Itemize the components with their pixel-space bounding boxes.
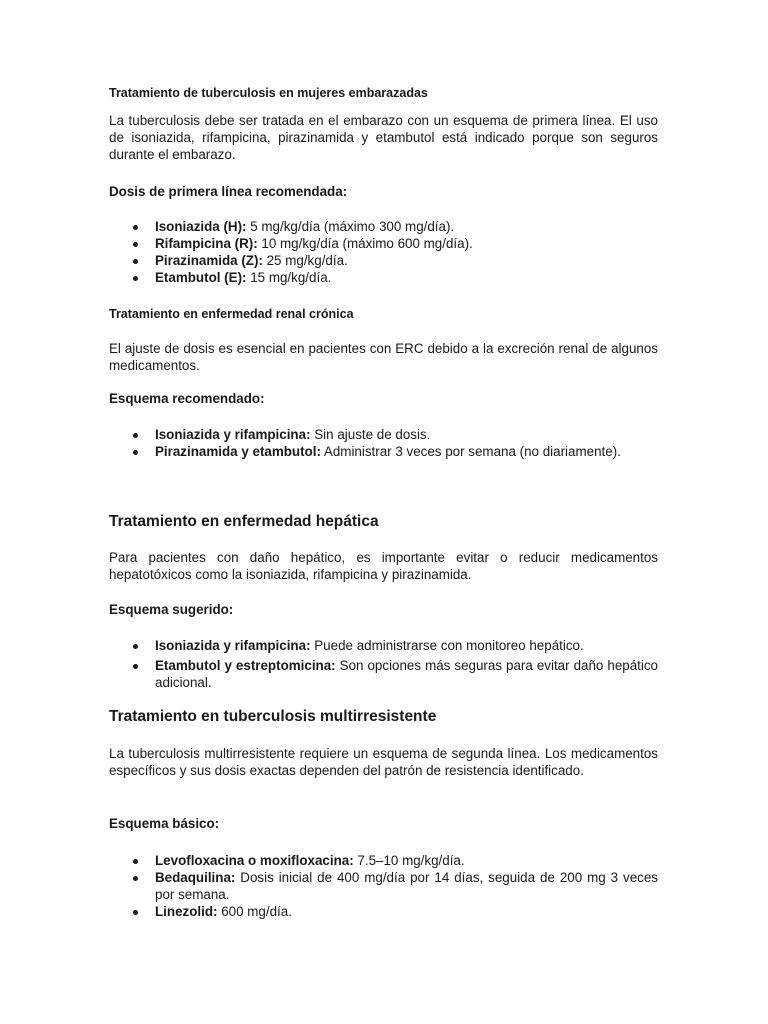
list-item: Rifampicina (R): 10 mg/kg/día (máximo 600 mg/día). xyxy=(109,235,658,252)
list-item: Isoniazida y rifampicina: Puede administrarse con monitoreo hepático. xyxy=(109,637,658,654)
paragraph-pregnancy-intro: La tuberculosis debe ser tratada en el embarazo con un esquema de primera línea. El uso de isoniazida, rifampicina, pirazinamida y etambutol está indicado porque son seguros durante el embarazo. xyxy=(109,113,658,162)
section-title-pregnancy: Tratamiento de tuberculosis en mujeres embarazadas xyxy=(109,86,428,100)
list-renal-scheme xyxy=(109,426,658,460)
subtitle-first-line-doses: Dosis de primera línea recomendada: xyxy=(109,184,348,199)
list-mdr-scheme xyxy=(109,852,658,920)
section-title-mdr: Tratamiento en tuberculosis multirresistente xyxy=(109,708,437,725)
list-item: Bedaquilina: Dosis inicial de 400 mg/día por 14 días, seguida de 200 mg 3 veces por semana. xyxy=(109,869,658,903)
paragraph-renal-intro: El ajuste de dosis es esencial en pacientes con ERC debido a la excreción renal de algunos medicamentos. xyxy=(109,341,658,373)
paragraph-hepatic-intro: Para pacientes con daño hepático, es importante evitar o reducir medicamentos hepatotóxicos como la isoniazida, rifampicina y pirazinamida. xyxy=(109,550,658,582)
subtitle-renal-scheme: Esquema recomendado: xyxy=(109,391,265,406)
list-item: Isoniazida (H): 5 mg/kg/día (máximo 300 mg/día). xyxy=(109,218,658,235)
list-item: Etambutol y estreptomicina: Son opciones más seguras para evitar daño hepático adicional. xyxy=(109,657,658,691)
list-item: Isoniazida y rifampicina: Sin ajuste de dosis. xyxy=(109,426,658,443)
list-item: Pirazinamida y etambutol: Administrar 3 veces por semana (no diariamente). xyxy=(109,443,658,460)
list-item: Etambutol (E): 15 mg/kg/día. xyxy=(109,269,658,286)
list-item: Levofloxacina o moxifloxacina: 7.5–10 mg/kg/día. xyxy=(109,852,658,869)
section-title-hepatic: Tratamiento en enfermedad hepática xyxy=(109,513,379,530)
list-first-line-doses xyxy=(109,218,658,286)
list-item: Linezolid: 600 mg/día. xyxy=(109,903,658,920)
list-hepatic-scheme xyxy=(109,637,658,691)
section-title-renal: Tratamiento en enfermedad renal crónica xyxy=(109,307,354,321)
paragraph-mdr-intro: La tuberculosis multirresistente requiere un esquema de segunda línea. Los medicamentos específicos y sus dosis exactas dependen del patrón de resistencia identificado. xyxy=(109,746,658,778)
subtitle-mdr-scheme: Esquema básico: xyxy=(109,816,220,831)
list-item: Pirazinamida (Z): 25 mg/kg/día. xyxy=(109,252,658,269)
subtitle-hepatic-scheme: Esquema sugerido: xyxy=(109,602,234,617)
